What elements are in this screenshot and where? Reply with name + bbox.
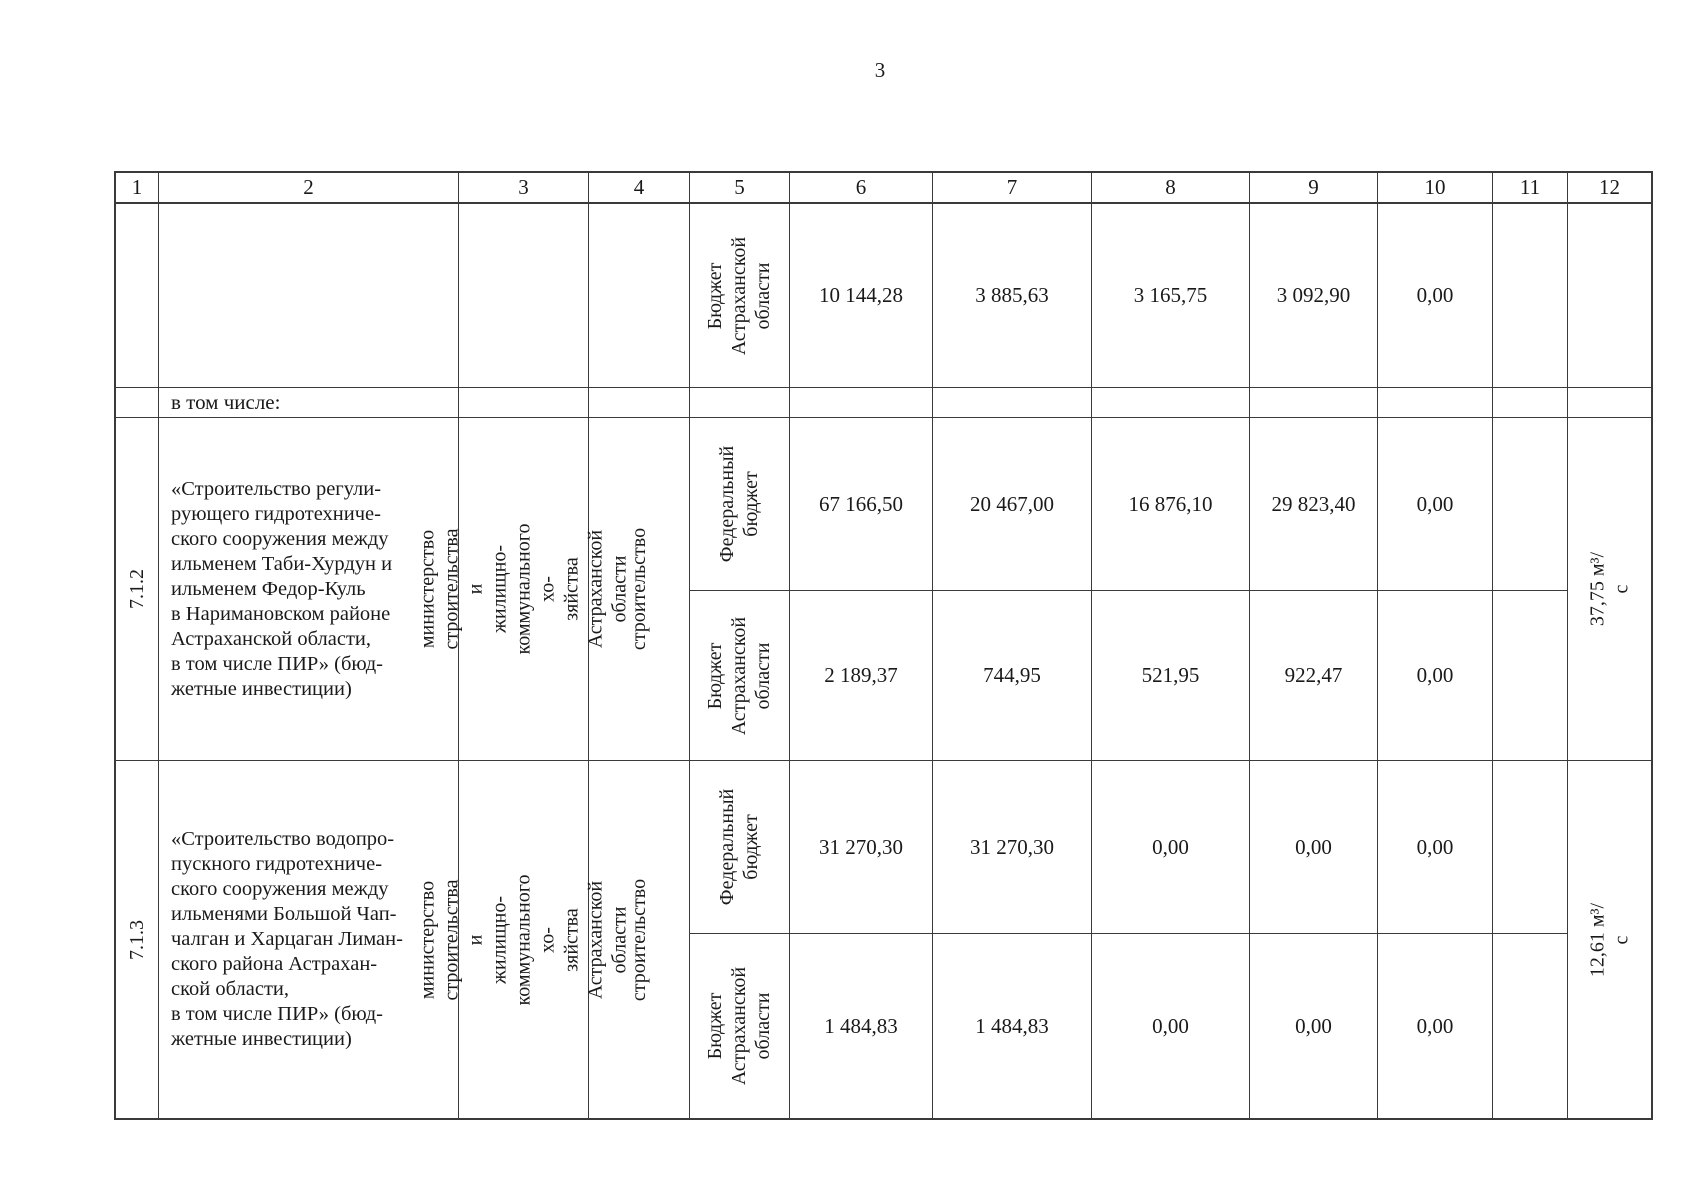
column-header: 12: [1599, 175, 1620, 200]
project-code: 7.1.3: [126, 919, 148, 960]
amount-year-1: 744,95: [983, 663, 1041, 688]
column-header: 1: [131, 175, 143, 200]
amount-year-1: 1 484,83: [975, 1013, 1049, 1038]
result-value: 12,61 м³/с: [1586, 902, 1633, 977]
amount-year-3: 0,00: [1295, 834, 1332, 859]
project-description: «Строительство регули- рующего гидротехниче- ского сооружения между ильменем Таби-Хурдун и ильменем Федор-Куль в Наримановском районе Астраханской области, в том числе ПИР» (бюд- жетные инвестиции): [171, 477, 393, 700]
project-code: 7.1.2: [126, 569, 148, 609]
project-description: «Строительство водопро- пускного гидротехниче- ского сооружения между ильменями Большой Чап- чалган и Харцаган Лиман- ского района Астрахан- ской области, в том числе ПИР» (бюд- жетные инвестиции): [171, 828, 403, 1050]
page-number: 3: [874, 58, 886, 82]
executor-label: министерство строительства и жилищно-коммунального хо- зяйства Астраханской области: [416, 874, 631, 1005]
amount-total: 2 189,37: [824, 663, 898, 688]
table-line: [1651, 171, 1653, 1120]
column-header: 3: [518, 175, 529, 200]
amount-year-1: 31 270,30: [970, 834, 1054, 859]
funding-source-label: Бюджет Астраханской области: [704, 616, 775, 735]
funding-source-label: Бюджет Астраханской области: [704, 966, 775, 1086]
table-line: [1492, 171, 1493, 1120]
amount-total: 67 166,50: [819, 491, 903, 516]
column-header: 7: [1006, 175, 1018, 200]
including-label: в том числе:: [171, 390, 281, 415]
amount-year-4: 0,00: [1416, 834, 1454, 859]
funding-source-label: Бюджет Астраханской области: [704, 236, 775, 355]
column-header: 10: [1424, 175, 1446, 200]
amount-year-2: 16 876,10: [1128, 491, 1213, 516]
amount-year-3: 3 092,90: [1276, 283, 1351, 308]
column-header: 8: [1165, 175, 1176, 200]
work-type-label: строительство: [628, 878, 650, 1001]
executor-label: министерство строительства и жилищно-коммунального хо- зяйства Астраханской области: [416, 523, 631, 655]
amount-year-4: 0,00: [1416, 491, 1454, 516]
column-header: 9: [1308, 175, 1319, 200]
funding-source-label: Федеральный бюджет: [716, 788, 763, 906]
amount-year-3: 29 823,40: [1271, 491, 1356, 516]
column-header: 2: [303, 175, 314, 200]
funding-source-label: Федеральный бюджет: [716, 445, 763, 563]
column-header: 4: [633, 175, 645, 200]
work-type-label: строительство: [628, 527, 650, 651]
column-header: 11: [1519, 175, 1541, 200]
amount-total: 10 144,28: [819, 283, 903, 308]
amount-year-2: 0,00: [1152, 1013, 1189, 1038]
amount-total: 1 484,83: [824, 1013, 898, 1038]
amount-year-3: 922,47: [1284, 663, 1343, 688]
amount-year-4: 0,00: [1416, 1013, 1454, 1038]
amount-total: 31 270,30: [819, 834, 903, 859]
amount-year-2: 0,00: [1152, 834, 1189, 859]
amount-year-4: 0,00: [1416, 663, 1454, 688]
column-header: 6: [855, 175, 867, 200]
column-header: 5: [734, 175, 745, 200]
amount-year-4: 0,00: [1416, 283, 1454, 308]
amount-year-3: 0,00: [1295, 1013, 1332, 1038]
amount-year-1: 20 467,00: [970, 491, 1054, 516]
amount-year-1: 3 885,63: [975, 283, 1049, 308]
amount-year-2: 521,95: [1141, 663, 1200, 688]
amount-year-2: 3 165,75: [1133, 283, 1208, 308]
result-value: 37,75 м³/с: [1586, 551, 1633, 627]
table-line: [114, 1118, 1653, 1120]
